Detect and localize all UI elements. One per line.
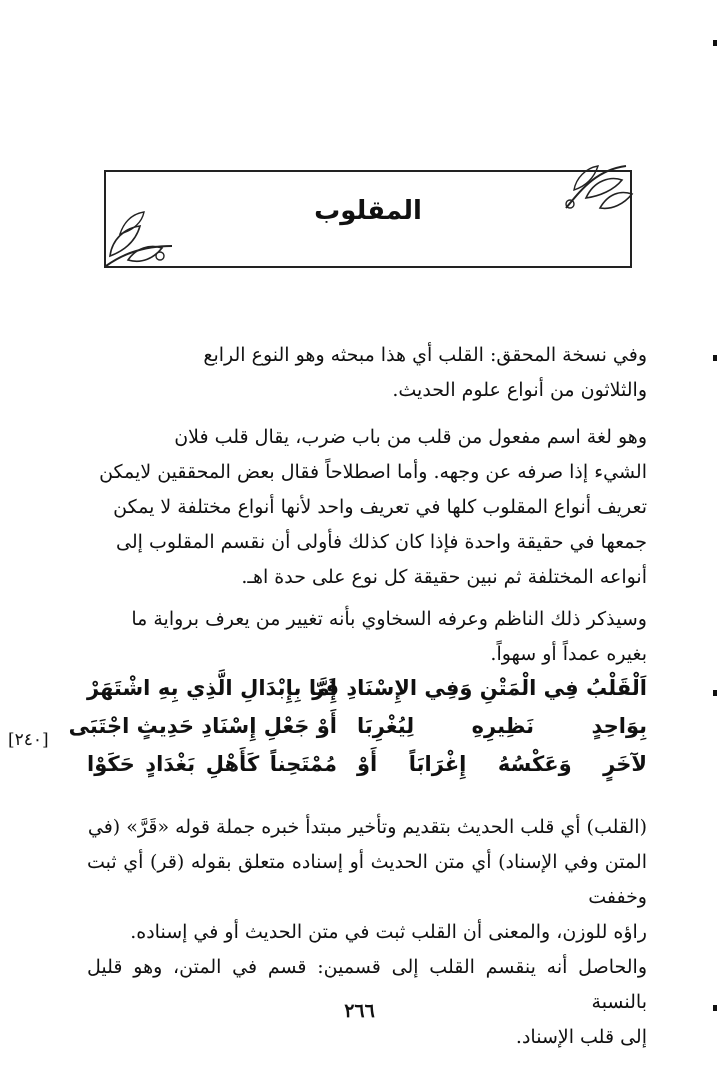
chapter-title-frame: [104, 170, 632, 268]
verse-row: [87, 676, 647, 714]
commentary-sakhawi: [87, 602, 647, 672]
text-line: والثلاثون من أنواع علوم الحديث.: [392, 379, 647, 401]
floral-ornament-icon: [100, 206, 180, 272]
text-line: تعريف أنواع المقلوب كلها في تعريف واحد لأنها أنواع مختلفة لا يمكن: [113, 496, 647, 518]
text-line: الشيء إذا صرفه عن وجهه. وأما اصطلاحاً فقال بعض المحققين لايمكن: [99, 461, 647, 483]
verse-row: [68, 714, 647, 752]
page-number: ٢٦٦: [344, 1000, 375, 1022]
text-line: وسيذكر ذلك الناظم وعرفه السخاوي بأنه تغيير من يعرف برواية ما: [131, 608, 647, 630]
text-line: أنواعه المختلفة ثم نبين حقيقة كل نوع على حدة اهـ.: [241, 566, 647, 588]
scan-mark: [713, 1005, 717, 1011]
verse-number: [٢٤٠]: [8, 730, 49, 750]
text-line: بغيره عمداً أو سهواً.: [490, 643, 647, 665]
scan-mark: [713, 40, 717, 46]
verse-row: [87, 752, 647, 790]
poem-verses: [68, 676, 647, 790]
text-line: المتن وفي الإسناد) أي متن الحديث أو إسناده متعلق بقوله (قر) أي ثبت وخففت: [87, 851, 647, 908]
verse-second-hemistich: أَوْ جَعْلِ إِسْنَادِ حَدِيثٍ اجْتَبَى: [68, 714, 337, 738]
text-line: راؤه للوزن، والمعنى أن القلب ثبت في متن الحديث أو في إسناده.: [130, 921, 647, 943]
text-line: إلى قلب الإسناد.: [515, 1026, 647, 1048]
scan-mark: [713, 690, 717, 696]
scan-mark: [713, 355, 717, 361]
chapter-title: المقلوب: [314, 196, 422, 226]
text-line: جمعها في حقيقة واحدة فإذا كان كذلك فأولى أن نقسم المقلوب إلى: [116, 531, 647, 553]
verse-second-hemistich: إِمَّا بِإِبْدَالِ الَّذِي بِهِ اشْتَهَرْ: [87, 676, 337, 700]
text-line: وهو لغة اسم مفعول من قلب من باب ضرب، يقال قلب فلان: [174, 426, 647, 448]
text-line: (القلب) أي قلب الحديث بتقديم وتأخير مبتدأ خبره جملة قوله «قَرَّ» (في: [87, 816, 647, 838]
verse-first-hemistich: لآخَرٍ وَعَكْسُهُ إِغْرَابَاً أَوْ: [357, 752, 647, 776]
verse-second-hemistich: مُمْتَحِناً كَأَهْلِ بَغْدَادٍ حَكَوْا: [87, 752, 337, 776]
verse-first-hemistich: اَلْقَلْبُ فِي الْمَتْنِ وَفِي الإِسْنَادِ قَرّ: [312, 676, 647, 700]
text-line: والحاصل أنه ينقسم القلب إلى قسمين: قسم في المتن، وهو قليل بالنسبة: [87, 956, 647, 1013]
commentary-intro: [87, 338, 647, 408]
verse-first-hemistich: بِوَاحِدٍ نَظِيرِهِ لِيُغْرِبَا: [357, 714, 647, 738]
text-line: وفي نسخة المحقق: القلب أي هذا مبحثه وهو النوع الرابع: [203, 344, 647, 366]
commentary-definition: [87, 420, 647, 595]
